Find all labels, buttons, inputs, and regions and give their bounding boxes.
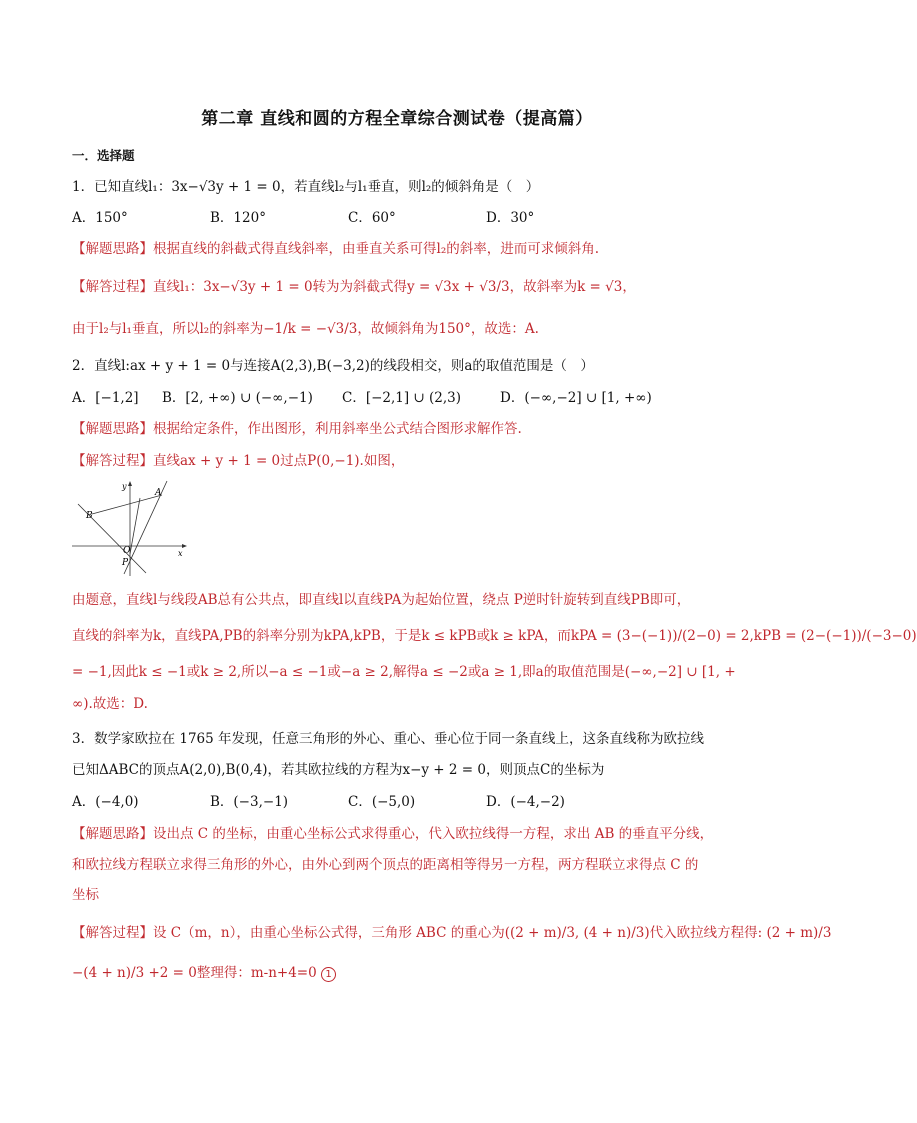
fig-label-a: A (155, 488, 162, 498)
idea-tag: 【解题思路】 (72, 241, 153, 257)
q2-option-c: C．[−2,1] ∪ (2,3) (342, 390, 462, 406)
q1-idea: 【解题思路】根据直线的斜截式得直线斜率，由垂直关系可得l₂的斜率，进而可求倾斜角. (72, 241, 600, 257)
question-3-line-2: 已知ΔABC的顶点A(2,0),B(0,4)，若其欧拉线的方程为x−y + 2 = 0，则顶点C的坐标为 (72, 762, 605, 778)
q3-option-c: C．(−5,0) (348, 794, 416, 810)
section-heading: 一．选择题 (72, 148, 135, 163)
fig-label-x: x (178, 549, 183, 558)
q2-process-2: 由题意，直线l与线段AB总有公共点，即直线l以直线PA为起始位置，绕点 P逆时针旋转到直线PB即可， (72, 592, 691, 608)
q2-option-d: D．(−∞,−2] ∪ [1, +∞) (500, 390, 652, 406)
q2-option-b: B．[2, +∞) ∪ (−∞,−1) (162, 390, 313, 406)
q1-option-c: C．60° (348, 210, 396, 226)
fig-label-o: O (123, 546, 131, 556)
circled-number-1: 1 (321, 967, 336, 982)
q3-idea-2: 和欧拉线方程联立求得三角形的外心，由外心到两个顶点的距离相等得另一方程，两方程联立求得点 C 的 (72, 857, 699, 873)
q2-process-3: 直线的斜率为k，直线PA,PB的斜率分别为kPA,kPB，于是k ≤ kPB或k ≥ kPA，而kPA = (3−(−1))/(2−0) = 2,kPB = (2−(−1))/(−3−0) (72, 628, 917, 644)
q2-option-a: A．[−1,2] (72, 390, 139, 406)
fig-label-y: y (122, 482, 127, 491)
q2-process-5: ∞).故选：D. (72, 696, 148, 712)
q3-idea-3: 坐标 (72, 887, 99, 903)
q2-process-4: = −1,因此k ≤ −1或k ≥ 2,所以−a ≤ −1或−a ≥ 2,解得a ≤ −2或a ≥ 1,即a的取值范围是(−∞,−2] ∪ [1, + (72, 664, 736, 680)
question-1: 1．已知直线l₁：3x−√3y + 1 = 0，若直线l₂与l₁垂直，则l₂的倾斜角是（ ） (72, 179, 540, 195)
q3-option-a: A．(−4,0) (72, 794, 139, 810)
q3-idea: 【解题思路】设出点 C 的坐标，由重心坐标公式求得重心，代入欧拉线得一方程，求出 AB 的垂直平分线， (72, 826, 714, 842)
q3-option-b: B．(−3,−1) (210, 794, 289, 810)
q1-option-a: A．150° (72, 210, 128, 226)
q2-idea: 【解题思路】根据给定条件，作出图形，利用斜率坐公式结合图形求解作答. (72, 421, 522, 437)
q1-process: 【解答过程】直线l₁：3x−√3y + 1 = 0转为为斜截式得y = √3x + √3/3，故斜率为k = √3， (72, 279, 636, 295)
fig-label-p: P (122, 558, 129, 568)
line-segment-figure (70, 478, 188, 578)
process-tag: 【解答过程】 (72, 279, 153, 295)
q3-process: 【解答过程】设 C（m，n），由重心坐标公式得，三角形 ABC 的重心为((2 + m)/3, (4 + n)/3)代入欧拉线方程得: (2 + m)/3 (72, 925, 832, 941)
q3-process-2: −(4 + n)/3 +2 = 0整理得：m-n+4=0 1 (72, 963, 336, 983)
q1-process-2: 由于l₂与l₁垂直，所以l₂的斜率为−1/k = −√3/3，故倾斜角为150°，故选：A. (72, 321, 539, 337)
q3-option-d: D．(−4,−2) (486, 794, 565, 810)
page-title: 第二章 直线和圆的方程全章综合测试卷（提高篇） (201, 109, 593, 129)
q1-option-b: B．120° (210, 210, 266, 226)
q1-option-d: D．30° (486, 210, 535, 226)
fig-label-b: B (86, 511, 93, 521)
question-3: 3．数学家欧拉在 1765 年发现，任意三角形的外心、重心、垂心位于同一条直线上，这条直线称为欧拉线 (72, 731, 705, 747)
question-2: 2．直线l:ax + y + 1 = 0与连接A(2,3),B(−3,2)的线段相交，则a的取值范围是（ ） (72, 358, 594, 374)
q2-process: 【解答过程】直线ax + y + 1 = 0过点P(0,−1).如图， (72, 453, 405, 469)
